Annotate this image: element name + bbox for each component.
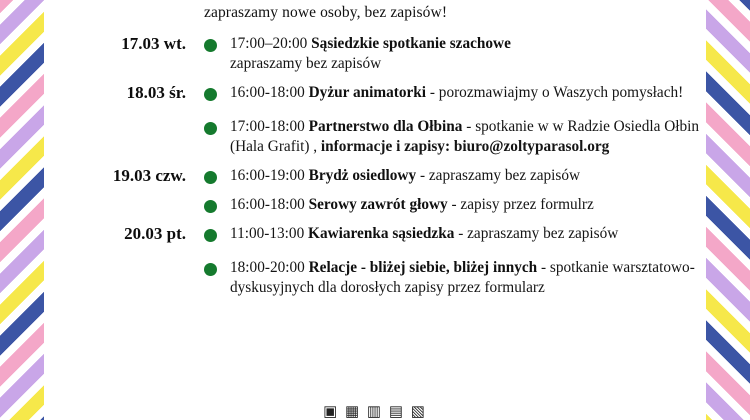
entry-title: Sąsiedzkie spotkanie szachowe — [311, 35, 511, 52]
day-entries — [204, 166, 706, 215]
bullet-icon — [204, 39, 217, 52]
entry-time: 18:00-20:00 — [230, 259, 305, 276]
entry-time: 16:00-18:00 — [230, 196, 305, 213]
entry-bold-note: informacje i zapisy: biuro@zoltyparasol.org — [320, 138, 610, 155]
schedule-entry — [204, 224, 706, 244]
day-entries — [204, 34, 706, 74]
day-entries — [204, 224, 706, 298]
stripe-pattern — [0, 0, 44, 420]
entry-detail: zapraszamy bez zapisów — [230, 55, 382, 72]
day-block — [44, 224, 706, 298]
entry-time: 11:00-13:00 — [230, 225, 305, 242]
schedule-entry — [204, 195, 706, 215]
entry-time: 17:00-18:00 — [230, 118, 305, 135]
entry-detail: - spotkanie warsztatowo-dyskusyjnych dla dorosłych zapisy przez formularz — [230, 259, 695, 296]
bullet-icon — [204, 229, 217, 242]
entry-title: Partnerstwo dla Ołbina — [308, 118, 463, 135]
day-block — [44, 34, 706, 74]
schedule-entry — [204, 83, 706, 103]
day-entries — [204, 83, 706, 157]
decorative-stripe-left — [0, 0, 44, 420]
entry-title: Kawiarenka sąsiedzka — [308, 225, 455, 242]
entry-time: 16:00-18:00 — [230, 84, 305, 101]
entry-title: Dyżur animatorki — [308, 84, 427, 101]
entry-time: 16:00-19:00 — [230, 167, 305, 184]
entry-detail: - porozmawiajmy o Waszych pomysłach! — [429, 84, 684, 101]
bullet-icon — [204, 263, 217, 276]
day-block — [44, 83, 706, 157]
day-label: 18.03 śr. — [126, 83, 186, 102]
intro-text: zapraszamy nowe osoby, bez zapisów! — [204, 4, 448, 21]
bullet-icon — [204, 122, 217, 135]
entry-title: Serowy zawrót głowy — [308, 196, 448, 213]
day-label: 17.03 wt. — [121, 34, 186, 53]
footer-glyphs: ▣ ▦ ▥ ▤ ▧ — [323, 404, 427, 420]
day-label: 19.03 czw. — [112, 166, 186, 185]
entry-time: 17:00–20:00 — [230, 35, 308, 52]
entry-title: Relacje - bliżej siebie, bliżej innych — [308, 259, 538, 276]
schedule-entry — [204, 117, 706, 157]
decorative-stripe-right — [706, 0, 750, 420]
schedule-entry — [204, 34, 706, 74]
intro-row — [44, 0, 706, 34]
entry-detail: - zapisy przez formulrz — [451, 196, 594, 213]
day-block — [44, 166, 706, 215]
schedule-content — [44, 0, 706, 420]
entry-detail: - spotkanie w w Radzie Osiedla Ołbin (Hala Grafit) , — [230, 118, 700, 155]
bullet-icon — [204, 200, 217, 213]
stripe-pattern — [706, 0, 750, 420]
entry-detail: - zapraszamy bez zapisów — [458, 225, 619, 242]
entry-title: Brydż osiedlowy — [308, 167, 417, 184]
bullet-icon — [204, 88, 217, 101]
entry-detail: - zapraszamy bez zapisów — [419, 167, 581, 184]
schedule-entry — [204, 258, 706, 298]
day-label: 20.03 pt. — [124, 224, 186, 243]
bullet-icon — [204, 171, 217, 184]
schedule-entry — [204, 166, 706, 186]
